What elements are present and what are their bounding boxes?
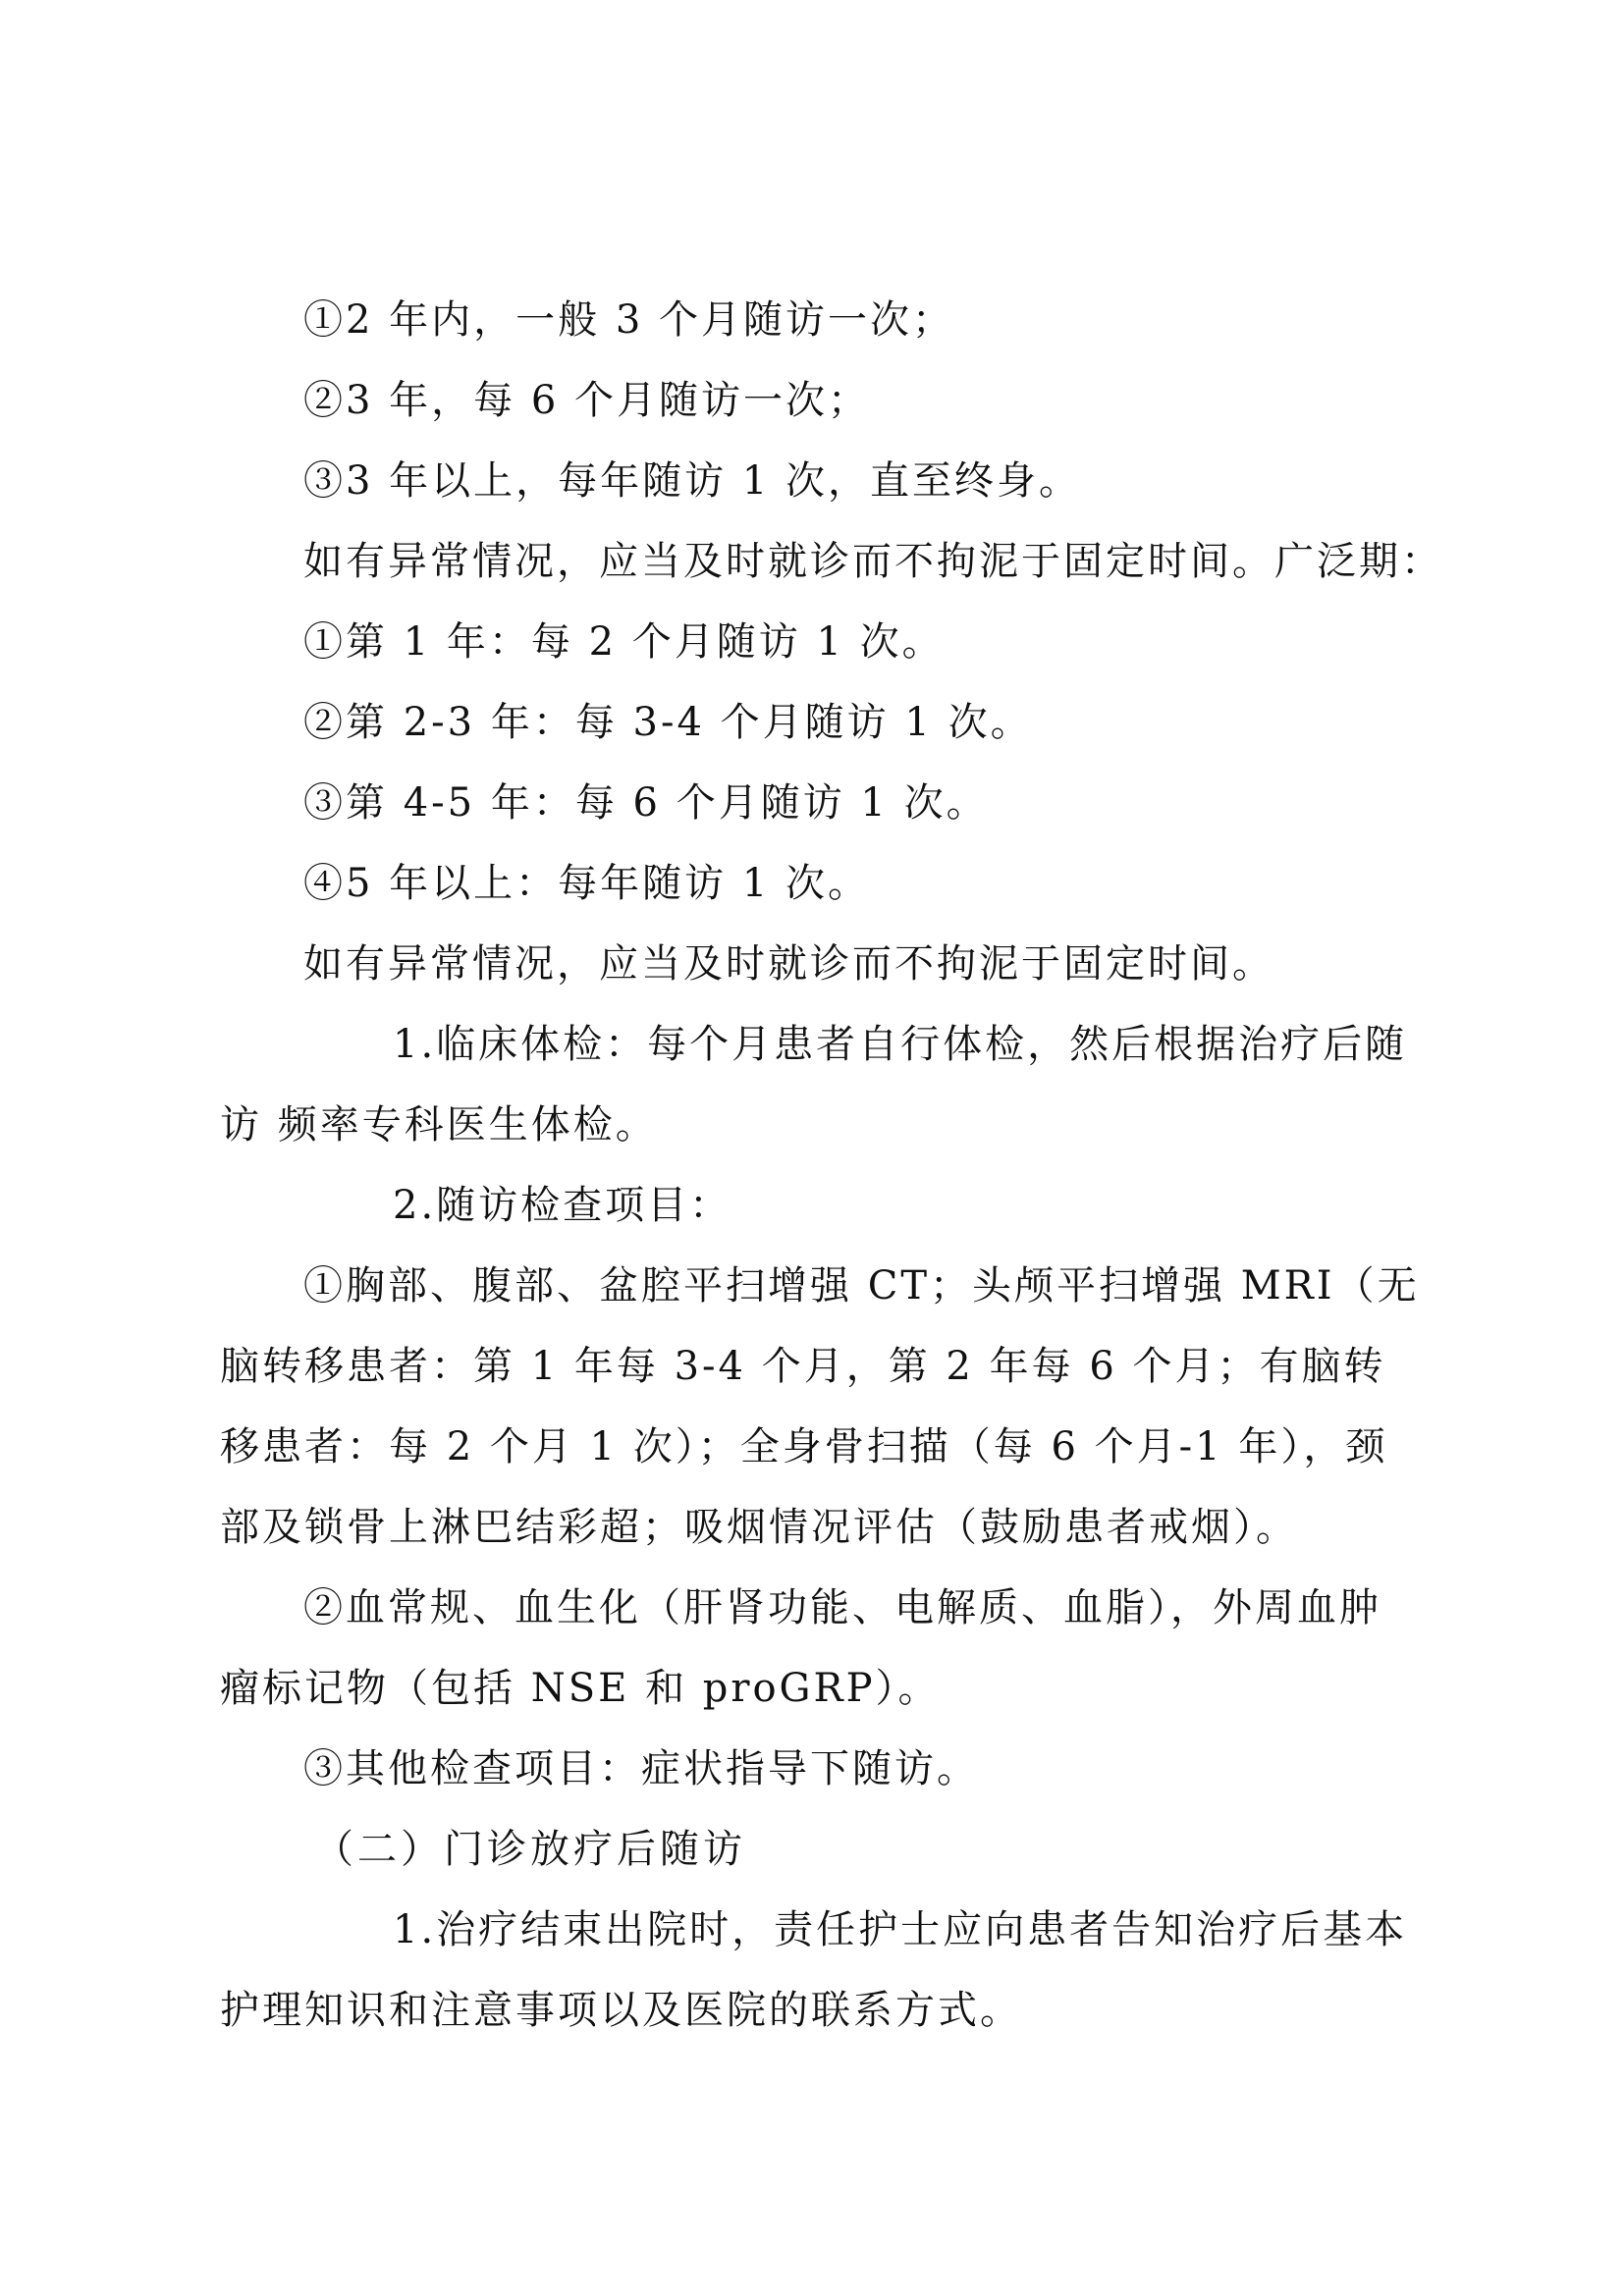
text-line: ④5 年以上：每年随访 1 次。 [303,861,871,906]
text-line: 访 频率专科医生体检。 [220,1102,658,1148]
text-line: 1.治疗结束出院时，责任护士应向患者告知治疗后基本 [393,1907,1408,1952]
text-line: 如有异常情况，应当及时就诊而不拘泥于固定时间。 [303,941,1274,987]
text-line: ③第 4-5 年：每 6 个月随访 1 次。 [303,780,989,826]
text-line: ①2 年内，一般 3 个月随访一次； [303,297,955,343]
text-line: 移患者：每 2 个月 1 次）；全身骨扫描（每 6 个月-1 年），颈 [220,1424,1388,1469]
text-line: ②血常规、血生化（肝肾功能、电解质、血脂），外周血肿 [303,1585,1381,1630]
text-line: 部及锁骨上淋巴结彩超；吸烟情况评估（鼓励患者戒烟）。 [220,1505,1298,1550]
text-line: ③其他检查项目：症状指导下随访。 [303,1746,979,1791]
text-line: ①第 1 年：每 2 个月随访 1 次。 [303,619,945,665]
text-line: ②第 2-3 年：每 3-4 个月随访 1 次。 [303,700,1033,745]
text-line: 护理知识和注意事项以及医院的联系方式。 [220,1988,1022,2033]
text-line: ②3 年，每 6 个月随访一次； [303,378,871,423]
text-line: 如有异常情况，应当及时就诊而不拘泥于固定时间。广泛期： [303,539,1443,584]
section-heading: （二）门诊放疗后随访 [314,1827,746,1872]
text-line: 1.临床体检：每个月患者自行体检，然后根据治疗后随 [393,1022,1408,1067]
text-line: ③3 年以上，每年随访 1 次，直至终身。 [303,458,1082,504]
text-line: 脑转移患者：第 1 年每 3-4 个月，第 2 年每 6 个月；有脑转 [220,1344,1386,1389]
text-line: 瘤标记物（包括 NSE 和 proGRP）。 [220,1666,941,1711]
text-line: 2.随访检查项目： [393,1183,732,1228]
text-line: ①胸部、腹部、盆腔平扫增强 CT；头颅平扫增强 MRI（无 [303,1263,1420,1308]
